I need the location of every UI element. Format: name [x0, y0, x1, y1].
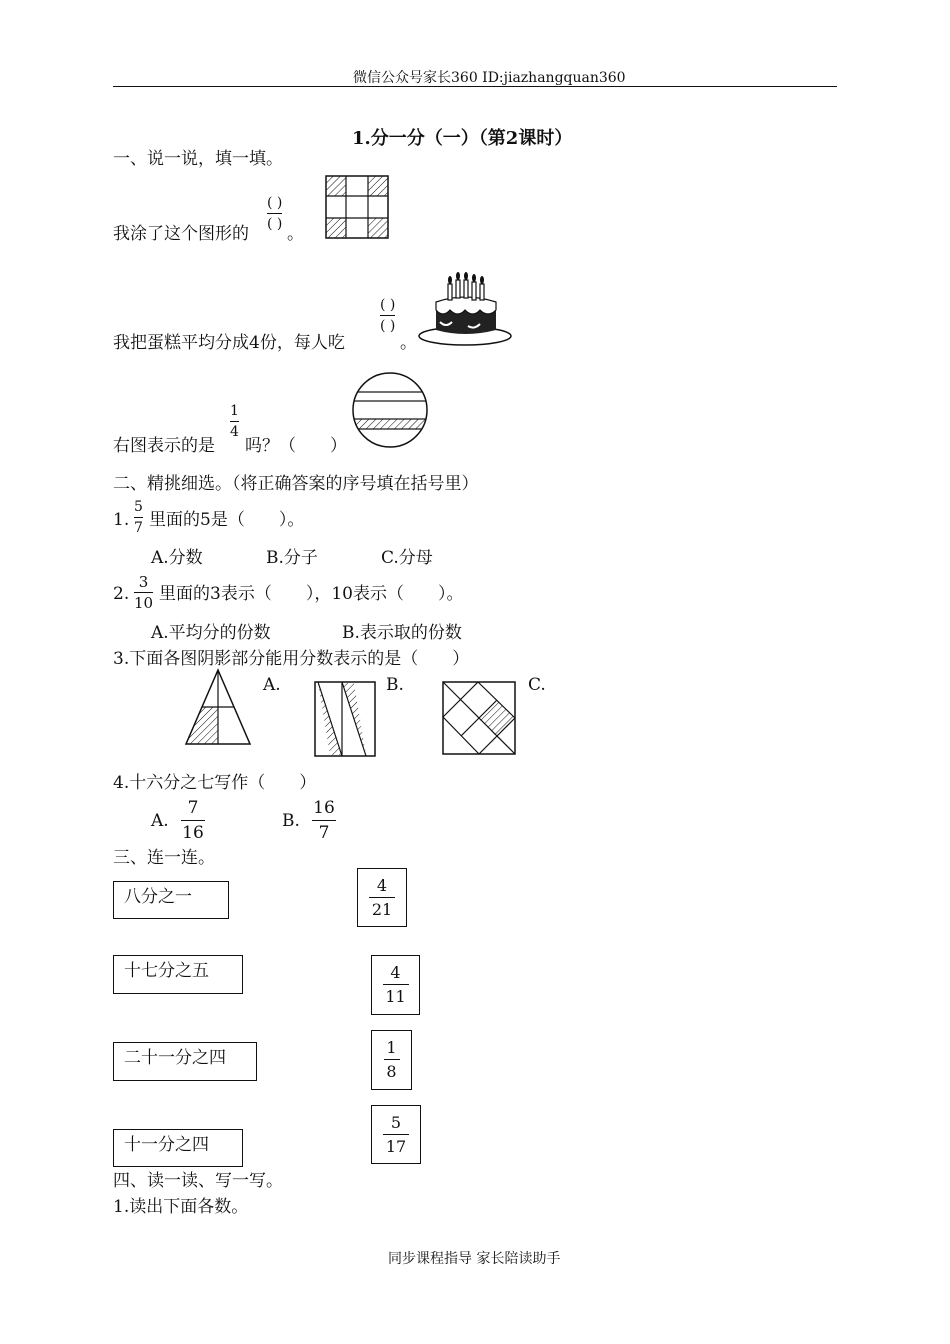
match-right-item[interactable]	[371, 1030, 412, 1090]
match-left-item[interactable]: 十七分之五	[113, 955, 243, 994]
page-header: 微信公众号家长360 ID:jiazhangquan360	[353, 70, 626, 86]
s2-q1-option-a: A.分数	[151, 548, 203, 568]
s2-q2-option-b: B.表示取的份数	[342, 623, 462, 643]
numerator: ( )	[267, 195, 283, 211]
match-right-item[interactable]	[371, 1105, 421, 1164]
match-left-item[interactable]: 二十一分之四	[113, 1042, 257, 1081]
s2-q1-prefix: 1.	[113, 510, 130, 530]
denominator: 11	[385, 987, 406, 1006]
s1-q1-end: 。	[287, 224, 304, 244]
denominator: 8	[386, 1062, 397, 1081]
numerator: 4	[390, 963, 401, 982]
denominator: 7	[318, 823, 330, 843]
s1-q2-blank-fraction[interactable]	[380, 296, 395, 335]
header-rule	[113, 86, 837, 87]
section3-heading: 三、连一连。	[113, 848, 215, 868]
denominator: 10	[134, 594, 154, 612]
s2-q2-option-a: A.平均分的份数	[151, 623, 271, 643]
numerator: 16	[313, 798, 335, 818]
s2-q4-option-a-fraction	[181, 797, 205, 844]
section1-heading: 一、说一说，填一填。	[113, 149, 283, 169]
s1-q1-blank-fraction[interactable]	[267, 194, 282, 233]
s2-q3-text[interactable]: 3.下面各图阴影部分能用分数表示的是（ ）	[113, 649, 470, 669]
s1-q2-end: 。	[400, 333, 417, 353]
s2-q4-text[interactable]: 4.十六分之七写作（ ）	[113, 773, 317, 793]
denominator: 7	[134, 520, 143, 536]
numerator: 3	[138, 573, 149, 591]
s2-q3-label-c: C.	[528, 675, 546, 695]
match-left-item[interactable]: 十一分之四	[113, 1129, 243, 1167]
numerator: 1	[386, 1038, 397, 1057]
s2-q1-option-c: C.分母	[381, 548, 433, 568]
s1-q3-fraction	[230, 402, 239, 441]
denominator: 16	[182, 823, 204, 843]
s1-q1-text: 我涂了这个图形的	[113, 224, 249, 244]
s2-q1-fraction	[134, 498, 143, 537]
s2-q2-fraction	[134, 573, 153, 612]
numerator: 1	[230, 403, 239, 419]
page-title: 1.分一分（一）（第2课时）	[352, 128, 573, 149]
shaded-grid-figure	[326, 176, 390, 240]
match-right-item[interactable]	[371, 955, 420, 1015]
denominator: ( )	[267, 216, 283, 232]
s2-q3-label-b: B.	[386, 675, 404, 695]
square-figure-c	[442, 681, 516, 755]
match-left-item[interactable]: 八分之一	[113, 881, 229, 919]
s1-q3-text: 右图表示的是	[113, 436, 215, 456]
rectangle-figure-b	[314, 681, 376, 757]
s1-q2-text: 我把蛋糕平均分成4份，每人吃	[113, 333, 345, 353]
match-right-item[interactable]	[357, 868, 407, 927]
s1-q3-end[interactable]: 吗？（ ）	[245, 436, 347, 456]
numerator: 5	[390, 1113, 402, 1132]
numerator: 5	[134, 499, 143, 515]
numerator: ( )	[380, 297, 396, 313]
denominator: 4	[230, 424, 239, 440]
birthday-cake-icon	[418, 272, 513, 347]
s2-q1-text[interactable]: 里面的5是（ ）。	[149, 510, 305, 530]
page-footer: 同步课程指导 家长陪读助手	[388, 1251, 561, 1267]
s2-q4-option-b-fraction	[312, 797, 336, 844]
s2-q1-option-b: B.分子	[266, 548, 318, 568]
section4-heading: 四、读一读、写一写。	[113, 1171, 283, 1191]
s2-q2-text[interactable]: 里面的3表示（ ），10表示（ ）。	[159, 584, 464, 604]
s2-q4-option-b-label: B.	[282, 811, 300, 831]
numerator: 7	[187, 798, 199, 818]
denominator: 17	[385, 1137, 407, 1156]
s2-q4-option-a-label: A.	[151, 811, 169, 831]
s2-q3-label-a: A.	[263, 675, 281, 695]
section2-heading: 二、精挑细选。（将正确答案的序号填在括号里）	[113, 474, 479, 494]
numerator: 4	[376, 876, 388, 895]
banded-circle-figure	[352, 372, 430, 450]
s2-q2-prefix: 2.	[113, 584, 130, 604]
denominator: ( )	[380, 318, 396, 334]
triangle-figure-a	[186, 670, 252, 746]
denominator: 21	[371, 900, 393, 919]
section4-sub1: 1.读出下面各数。	[113, 1197, 249, 1217]
